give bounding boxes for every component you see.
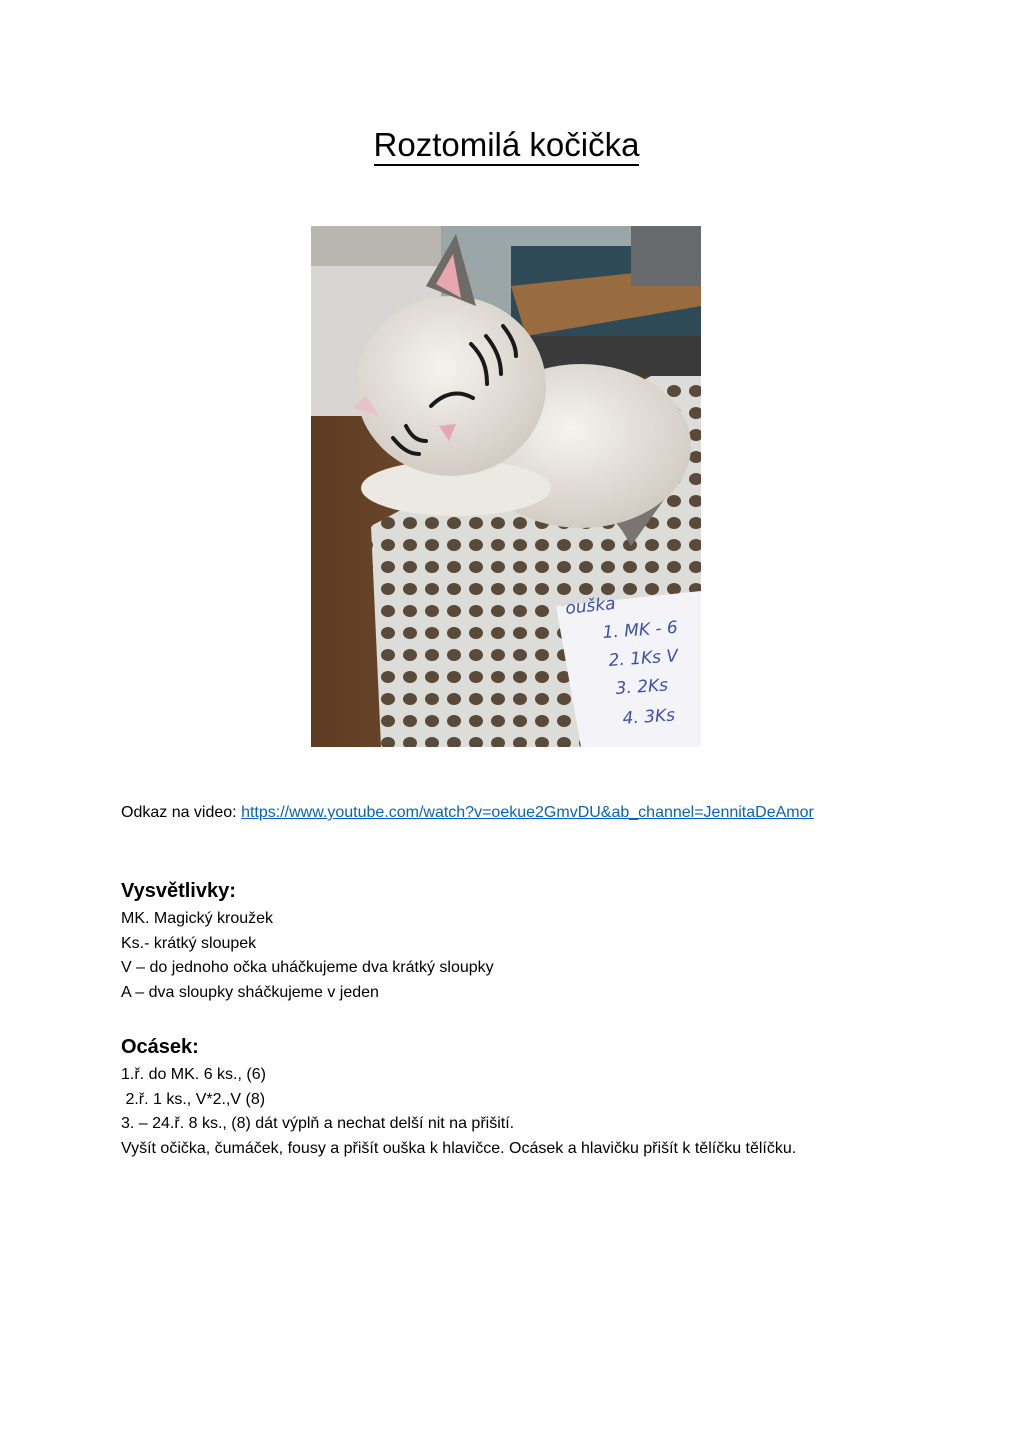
- legend-item: MK. Magický kroužek: [121, 910, 274, 927]
- legend-list: [121, 907, 494, 1005]
- page-title: [0, 122, 1013, 168]
- note-line-2: 1. MK - 6: [601, 617, 679, 643]
- crochet-cat-photo: [311, 226, 701, 747]
- tail-step: 3. – 24.ř. 8 ks., (8) dát výplň a nechat delší nit na přišití.: [121, 1115, 515, 1133]
- video-link[interactable]: https://www.youtube.com/watch?v=oekue2GmvDU&ab_channel=JennitaDeAmor: [241, 804, 814, 821]
- legend-item: Ks.- krátký sloupek: [121, 934, 257, 952]
- video-link-line: [121, 803, 814, 823]
- note-line-5: 4. 3Ks: [621, 705, 676, 729]
- legend-item: V – do jednoho očka uháčkujeme dva krátký sloupky: [121, 959, 494, 977]
- note-line-1: ouška: [564, 593, 617, 619]
- note-line-4: 3. 2Ks: [614, 675, 669, 699]
- legend-item: A – dva sloupky sháčkujeme v jeden: [121, 983, 379, 1001]
- tail-step: Vyšít očička, čumáček, fousy a přišít ouška k hlavičce. Ocásek a hlavičku přišít k tělíčku tělíčku.: [121, 1139, 797, 1157]
- note-line-3: 2. 1Ks V: [607, 646, 679, 671]
- video-label: Odkaz na video:: [121, 804, 242, 821]
- page-title-text: Roztomilá kočička: [374, 126, 640, 166]
- legend-heading: Vysvětlivky:: [121, 880, 236, 902]
- tail-instructions: [121, 1063, 796, 1161]
- tail-step: 2.ř. 1 ks., V*2.,V (8): [121, 1090, 266, 1108]
- tail-step: 1.ř. do MK. 6 ks., (6): [121, 1066, 266, 1083]
- tail-heading: Ocásek:: [121, 1036, 199, 1058]
